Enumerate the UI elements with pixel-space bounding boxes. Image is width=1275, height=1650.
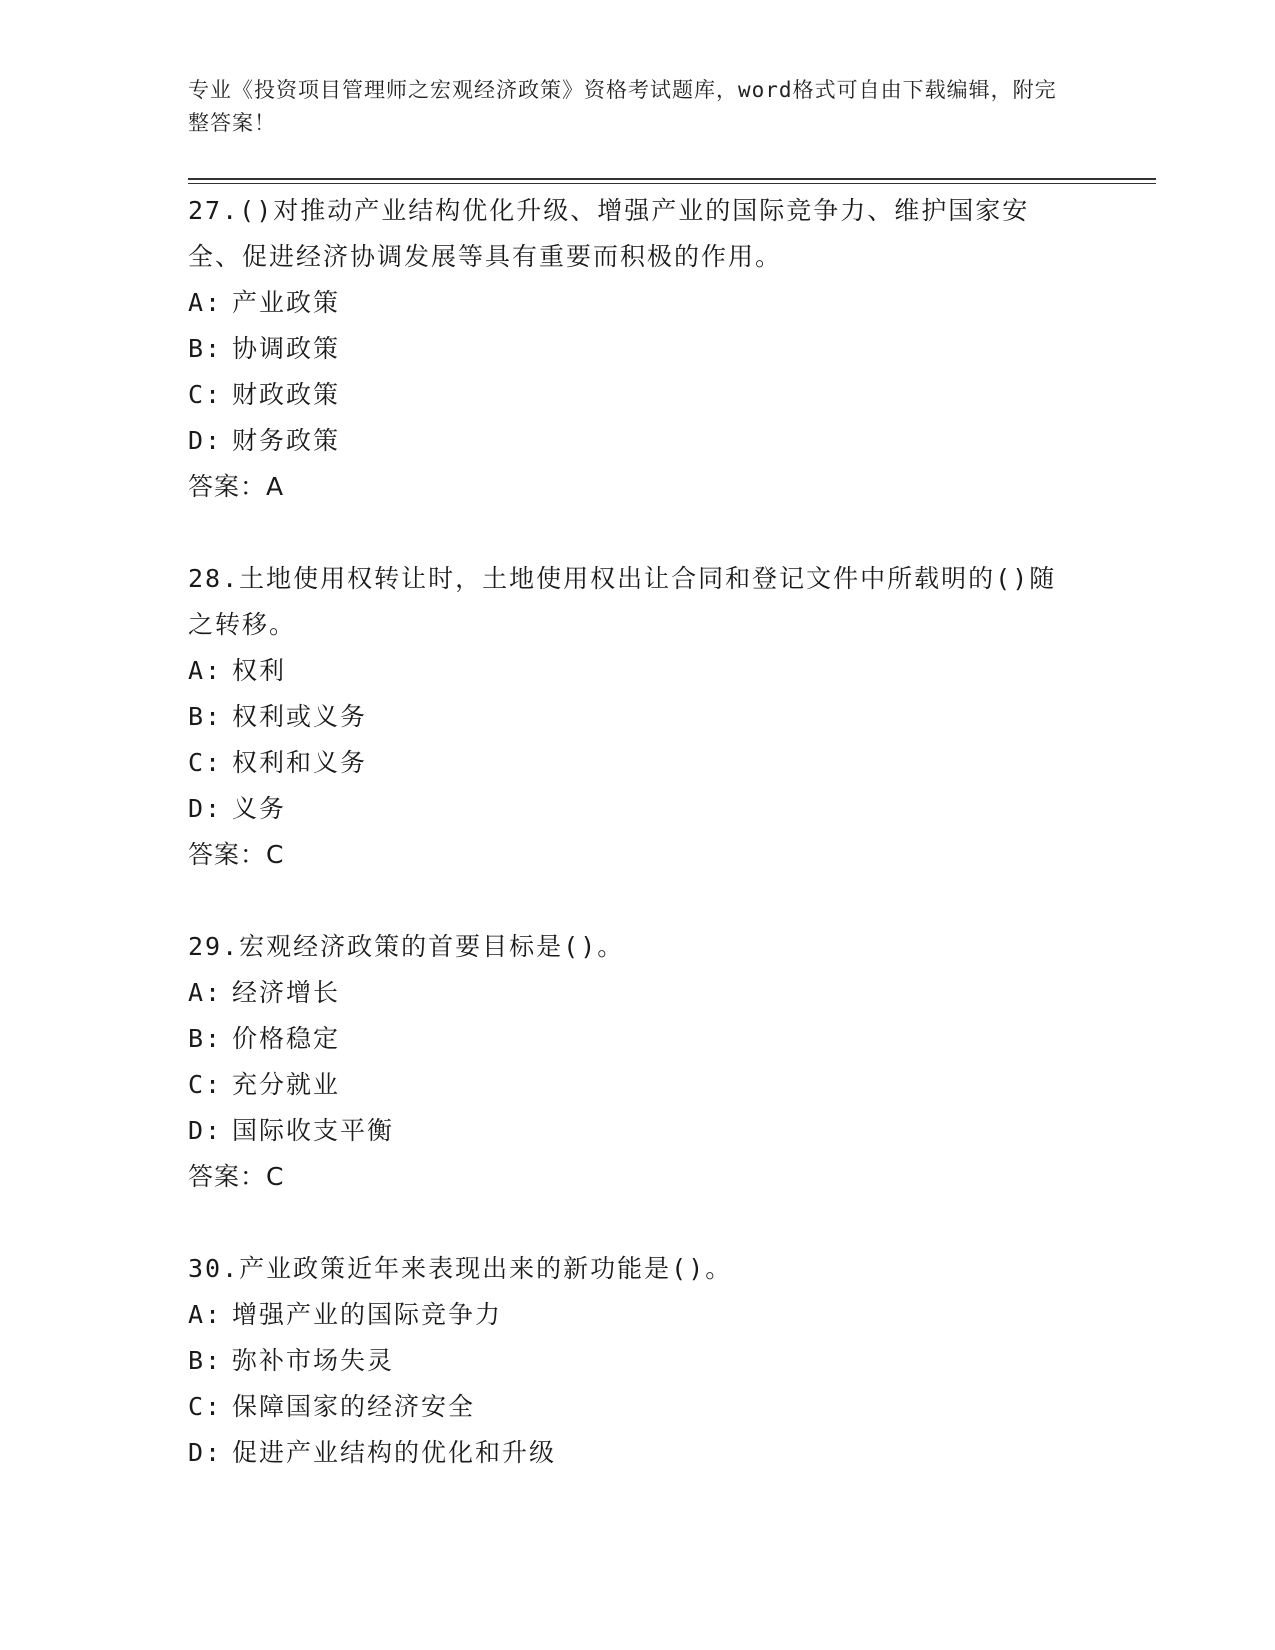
option-c <box>188 1384 1088 1430</box>
question-29 <box>188 924 1088 1200</box>
question-stem: 28.土地使用权转让时，土地使用权出让合同和登记文件中所载明的()随之转移。 <box>188 564 1057 639</box>
option-b <box>188 1338 1088 1384</box>
question-gap <box>188 878 1088 924</box>
option-key: A: <box>188 1300 223 1329</box>
header-divider-thick <box>188 178 1156 180</box>
option-text: 协调政策 <box>232 334 341 363</box>
option-d <box>188 418 1088 464</box>
option-d <box>188 1108 1088 1154</box>
question-gap <box>188 510 1088 556</box>
option-text: 充分就业 <box>232 1070 341 1099</box>
option-key: A: <box>188 978 223 1007</box>
option-key: C: <box>188 380 223 409</box>
option-a <box>188 648 1088 694</box>
question-30 <box>188 1246 1088 1476</box>
option-text: 产业政策 <box>232 288 341 317</box>
option-b <box>188 694 1088 740</box>
document-header: 专业《投资项目管理师之宏观经济政策》资格考试题库，word格式可自由下载编辑，附完整答案！ <box>188 78 1057 135</box>
answer-line: 答案：C <box>188 1162 285 1191</box>
question-28 <box>188 556 1088 878</box>
option-key: D: <box>188 426 223 455</box>
option-text: 权利或义务 <box>232 702 368 731</box>
question-stem: 29.宏观经济政策的首要目标是()。 <box>188 932 625 961</box>
option-c <box>188 372 1088 418</box>
option-key: B: <box>188 702 223 731</box>
question-list <box>188 188 1088 1476</box>
option-key: D: <box>188 794 223 823</box>
option-c <box>188 1062 1088 1108</box>
option-text: 财务政策 <box>232 426 341 455</box>
header-divider-thin <box>188 183 1156 184</box>
answer-line: 答案：A <box>188 472 285 501</box>
option-text: 权利 <box>232 656 287 685</box>
option-key: A: <box>188 656 223 685</box>
option-a <box>188 1292 1088 1338</box>
option-text: 增强产业的国际竞争力 <box>232 1300 503 1329</box>
option-a <box>188 970 1088 1016</box>
option-key: D: <box>188 1438 223 1467</box>
option-key: C: <box>188 748 223 777</box>
option-key: B: <box>188 1346 223 1375</box>
option-key: B: <box>188 334 223 363</box>
option-key: C: <box>188 1070 223 1099</box>
option-b <box>188 326 1088 372</box>
option-d <box>188 1430 1088 1476</box>
option-b <box>188 1016 1088 1062</box>
answer-line: 答案：C <box>188 840 285 869</box>
option-c <box>188 740 1088 786</box>
option-text: 经济增长 <box>232 978 341 1007</box>
question-stem: 27.()对推动产业结构优化升级、增强产业的国际竞争力、维护国家安全、促进经济协调发展等具有重要而积极的作用。 <box>188 196 1030 271</box>
option-text: 保障国家的经济安全 <box>232 1392 476 1421</box>
option-text: 财政政策 <box>232 380 341 409</box>
option-key: A: <box>188 288 223 317</box>
option-text: 价格稳定 <box>232 1024 341 1053</box>
option-d <box>188 786 1088 832</box>
option-text: 义务 <box>232 794 287 823</box>
option-key: D: <box>188 1116 223 1145</box>
question-gap <box>188 1200 1088 1246</box>
question-27 <box>188 188 1088 510</box>
option-a <box>188 280 1088 326</box>
option-key: C: <box>188 1392 223 1421</box>
option-text: 弥补市场失灵 <box>232 1346 395 1375</box>
question-stem: 30.产业政策近年来表现出来的新功能是()。 <box>188 1254 733 1283</box>
option-text: 促进产业结构的优化和升级 <box>232 1438 557 1467</box>
option-text: 权利和义务 <box>232 748 368 777</box>
option-text: 国际收支平衡 <box>232 1116 395 1145</box>
option-key: B: <box>188 1024 223 1053</box>
